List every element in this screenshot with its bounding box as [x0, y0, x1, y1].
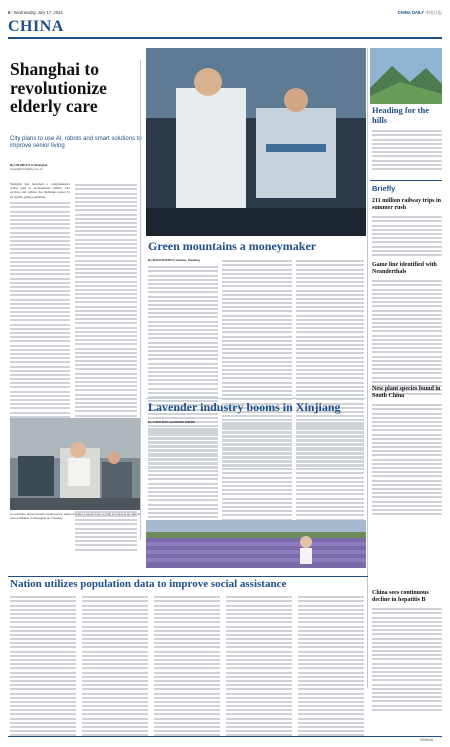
lead-byline-1: By LIN WEI FU in Shanghai [10, 163, 48, 167]
brief-2-headline: Game line identified with Neanderthals [372, 262, 437, 275]
top-photo [146, 48, 366, 236]
tech-exhibition-photo [146, 48, 366, 236]
brief-4-body [372, 606, 442, 713]
sidebar-holiday-headline: Heading for the hills [372, 105, 429, 125]
brief-4-headline: China sees continuous decline in hepatitis B [372, 590, 429, 603]
paper-name: CHINA DAILY [397, 10, 425, 15]
page-number: 6 [8, 10, 11, 15]
lavender-photo [146, 520, 366, 568]
section-title: CHINA [8, 18, 64, 35]
lead-byline [10, 164, 80, 172]
brief-3-headline: New plant species found in South China [372, 386, 441, 399]
lead-byline-1-email: linwei@chinadaily.com.cn [10, 166, 43, 171]
elderly-care-photo [10, 418, 140, 510]
section-rule [8, 37, 442, 39]
brief-2-body [372, 278, 442, 397]
green-headline: Green mountains a moneymaker [148, 239, 317, 253]
briefly-title: Briefly [372, 184, 396, 193]
nation-col-3 [154, 594, 220, 739]
sidebar-holiday-body [372, 128, 442, 172]
nation-col-4 [226, 594, 292, 739]
lead-headline: Shanghai to revolutionize elderly care [10, 59, 107, 116]
green-byline: By ZHAO RUYAN in Huzhou, Zhejiang [148, 258, 200, 262]
nation-headline: Nation utilizes population data to improve social assistance [10, 578, 287, 590]
lead-body-intro: Shanghai has launched a comprehensive action plan to revolutionize elderly care services and address the challenges posed by its rapidly aging population. [10, 182, 70, 199]
brief-3-body [372, 402, 442, 517]
paper-suffix: 中国日报 [425, 10, 442, 15]
lead-deck: City plans to use AI, robots and smart solutions to improve senior living [10, 136, 142, 150]
nation-col-2 [82, 594, 148, 739]
brief-1-body [372, 214, 442, 258]
sidebar-photo [370, 48, 442, 104]
lavender-byline: By CHEN XIAO and DONG SHENG [148, 420, 196, 424]
mountain-photo [370, 48, 442, 104]
lavender-field-photo [146, 520, 366, 568]
lead-photo [10, 418, 140, 510]
page-date: Wednesday, July 17, 2024 [13, 10, 63, 15]
brief-1-headline: 211 million railway trips in summer rush [372, 198, 442, 211]
nation-col-1 [10, 594, 76, 739]
lavender-headline: Lavender industry booms in Xinjiang [148, 400, 341, 414]
page-header: 6 | Wednesday, July 17, 2024 CHINA DAILY 中国日报 [8, 10, 442, 15]
footer-credit: XINHUA [420, 738, 434, 742]
lead-photo-caption: An exhibitor demonstrates equipment to safely transfer a senior from a chair to a bed at an elderly care exhibition in Shanghai on Tuesday. [10, 512, 140, 520]
nation-col-5 [298, 594, 364, 739]
